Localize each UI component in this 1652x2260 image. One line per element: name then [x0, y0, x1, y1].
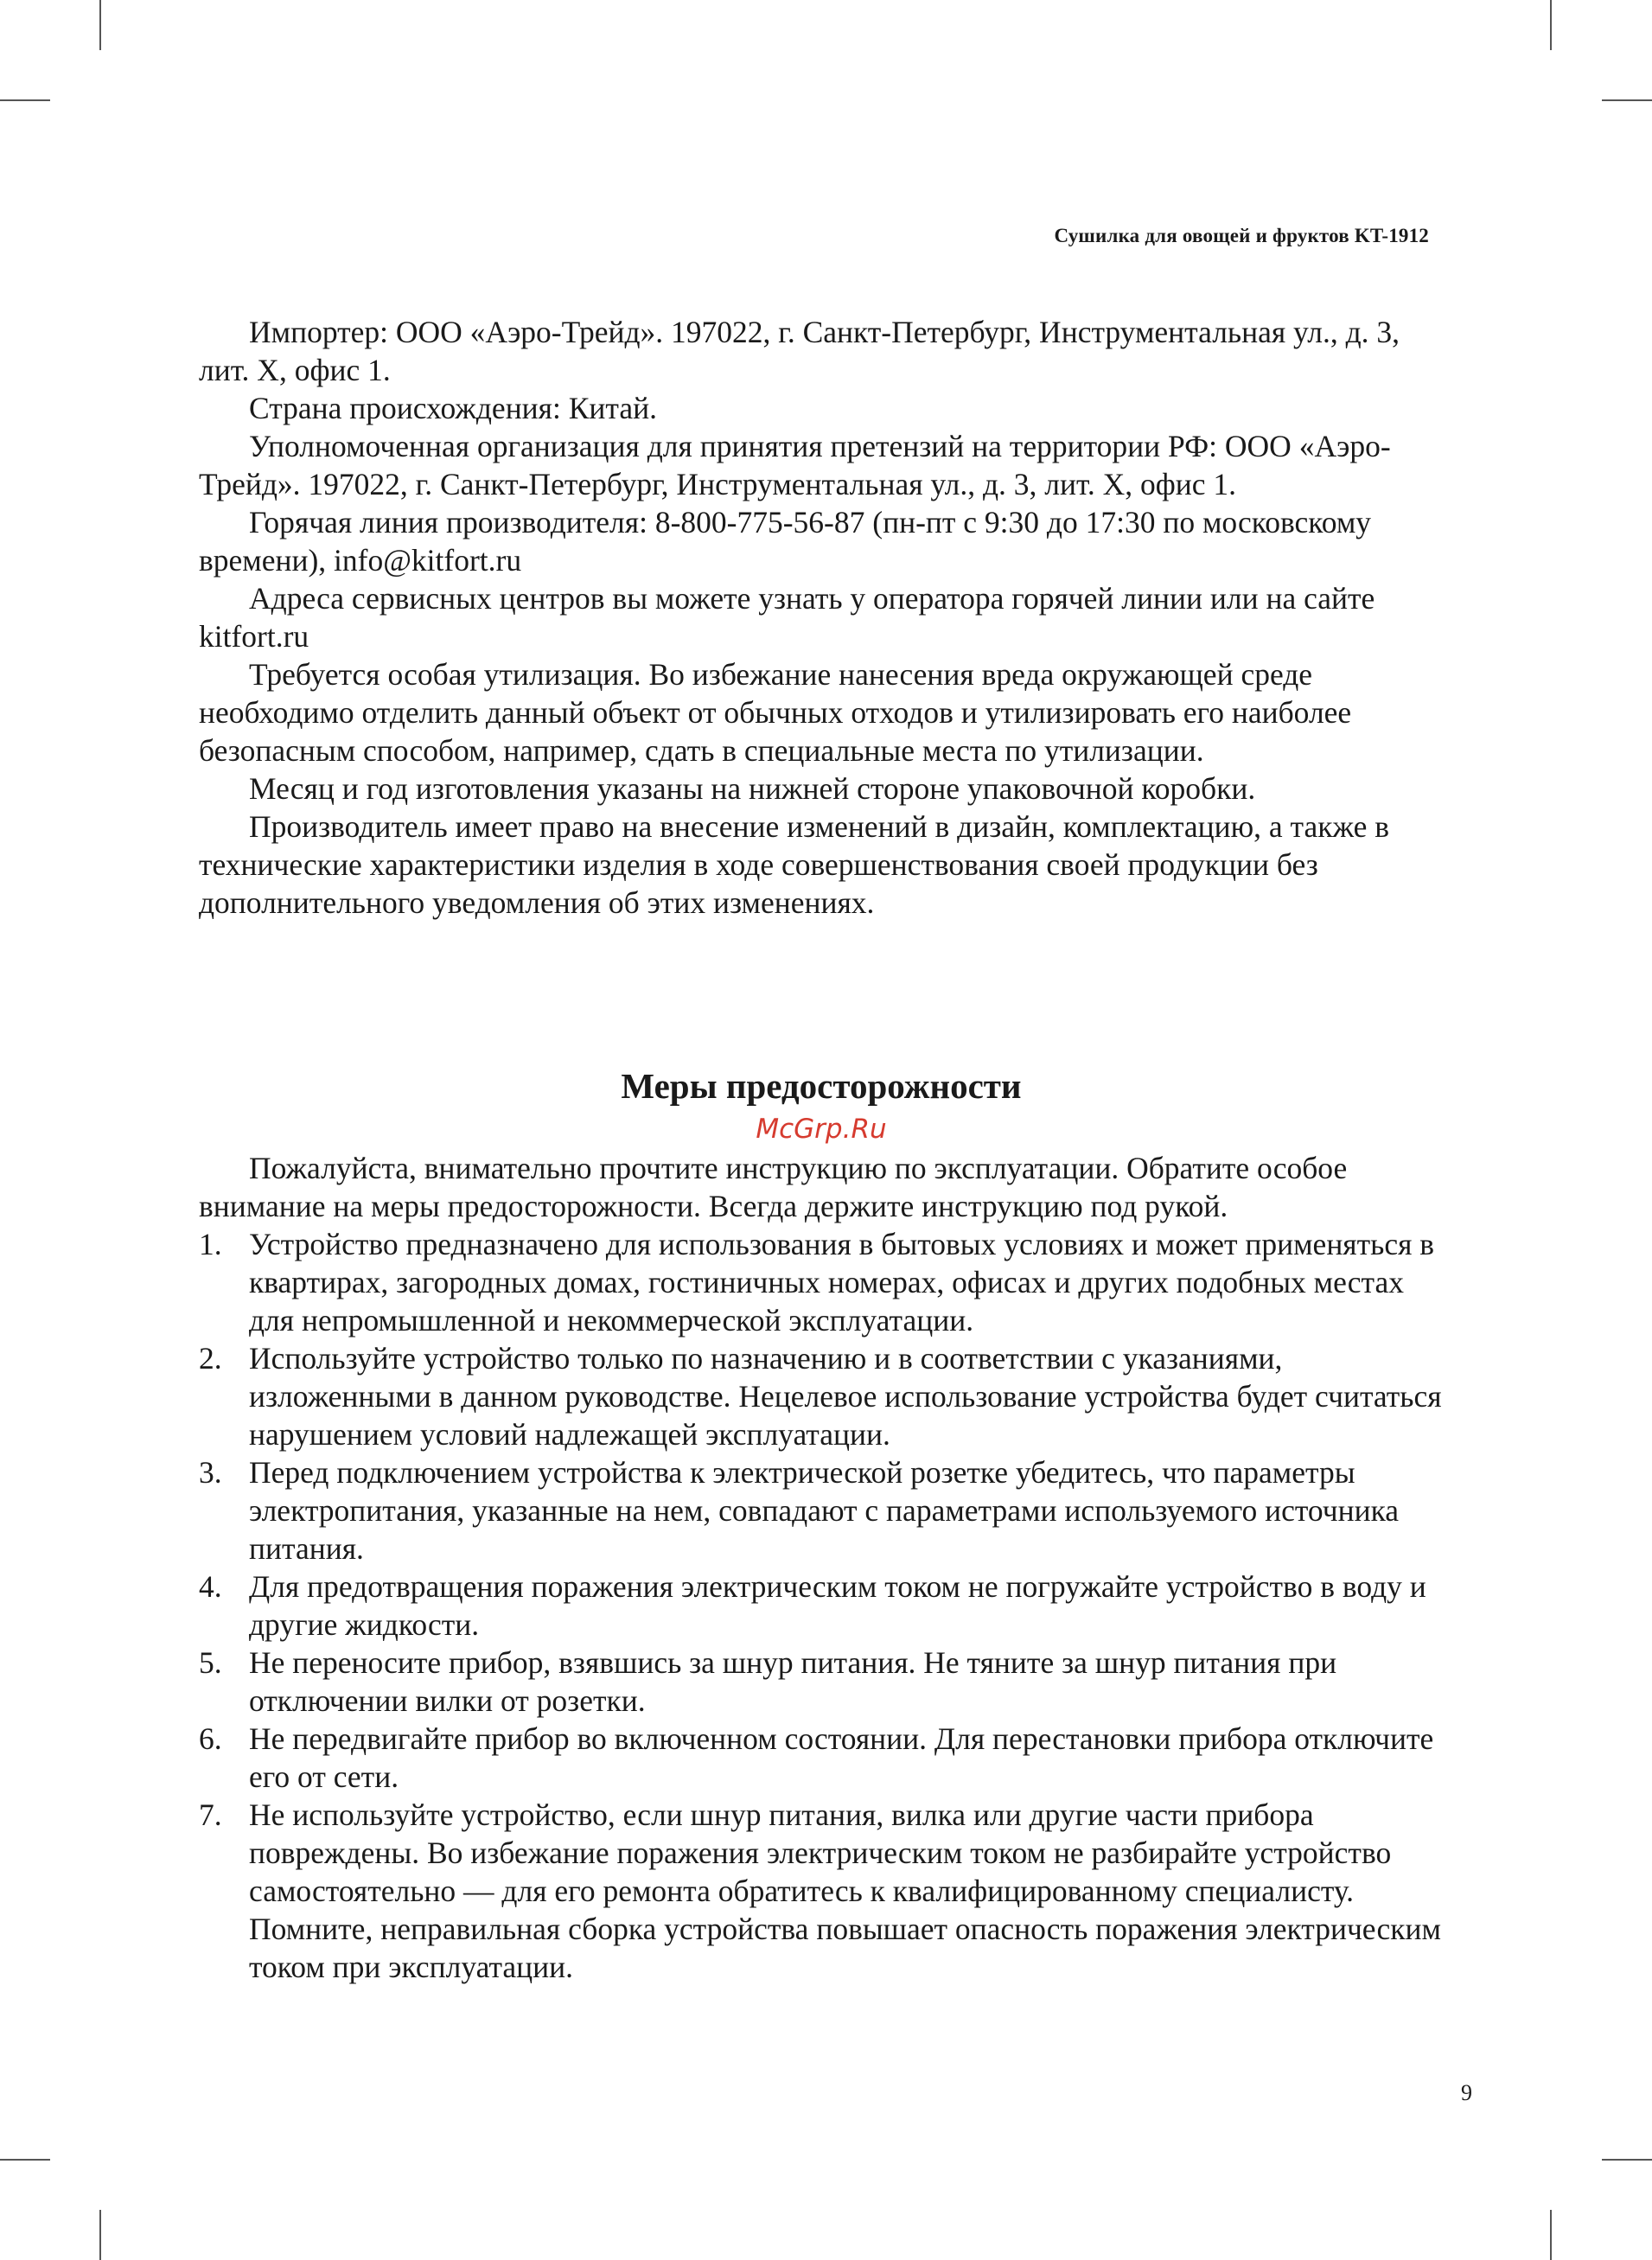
list-item	[199, 1796, 1444, 1986]
item-text: Не переносите прибор, взявшись за шнур питания. Не тяните за шнур питания при отключении вилки от розетки.	[249, 1645, 1337, 1718]
precautions-section	[199, 1149, 1444, 1986]
section-heading: Меры предосторожности	[621, 1066, 1022, 1106]
item-number: 6.	[199, 1721, 222, 1756]
precautions-list	[199, 1225, 1444, 1986]
importer-paragraph: Импортер: ООО «Аэро-Трейд». 197022, г. Санкт-Петербург, Инструментальная ул., д. 3, лит. Х, офис 1.	[199, 315, 1400, 387]
item-text: Для предотвращения поражения электрическим током не погружайте устройство в воду и другие жидкости.	[249, 1569, 1426, 1642]
crop-mark	[1550, 2210, 1552, 2260]
crop-mark	[1602, 99, 1652, 101]
item-text: Используйте устройство только по назначению и в соответствии с указаниями, изложенными в данном руководстве. Нецелевое использование устройства будет считаться нарушением условий надлежащей эксплуатации.	[249, 1341, 1442, 1452]
item-number: 3.	[199, 1455, 222, 1490]
crop-mark	[0, 2159, 50, 2161]
item-number: 1.	[199, 1227, 222, 1261]
item-number: 5.	[199, 1645, 222, 1680]
item-number: 2.	[199, 1341, 222, 1376]
changes-paragraph: Производитель имеет право на внесение изменений в дизайн, комплектацию, а также в технические характеристики изделия в ходе совершенствования своей продукции без дополнительного уведомления об этих изменениях.	[199, 809, 1389, 920]
precautions-intro: Пожалуйста, внимательно прочтите инструкцию по эксплуатации. Обратите особое внимание на меры предосторожности. Всегда держите инструкцию под рукой.	[199, 1151, 1348, 1223]
item-number: 4.	[199, 1569, 222, 1604]
service-centers-paragraph: Адреса сервисных центров вы можете узнать у оператора горячей линии или на сайте kitfort.ru	[199, 581, 1375, 654]
list-item	[199, 1339, 1444, 1453]
disposal-paragraph: Требуется особая утилизация. Во избежание нанесения вреда окружающей среде необходимо отделить данный объект от обычных отходов и утилизировать его наиболее безопасным способом, например, сдать в специальные места по утилизации.	[199, 657, 1352, 768]
hotline-paragraph: Горячая линия производителя: 8-800-775-56-87 (пн-пт с 9:30 до 17:30 по московскому времени), info@kitfort.ru	[199, 505, 1372, 578]
item-number: 7.	[199, 1797, 222, 1832]
list-item	[199, 1567, 1444, 1644]
crop-mark	[1602, 2159, 1652, 2161]
list-item	[199, 1225, 1444, 1339]
page-number: 9	[1461, 2080, 1472, 2105]
origin-paragraph: Страна происхождения: Китай.	[249, 391, 658, 425]
item-text: Не передвигайте прибор во включенном состоянии. Для перестановки прибора отключите его от сети.	[249, 1721, 1434, 1794]
list-item	[199, 1720, 1444, 1796]
manufacture-date-paragraph: Месяц и год изготовления указаны на нижней стороне упаковочной коробки.	[249, 771, 1256, 806]
claims-paragraph: Уполномоченная организация для принятия претензий на территории РФ: ООО «Аэро-Трейд». 197022, г. Санкт-Петербург, Инструментальная ул., д. 3, лит. Х, офис 1.	[199, 429, 1391, 501]
crop-mark	[99, 2210, 101, 2260]
item-text: Устройство предназначено для использования в бытовых условиях и может применяться в квартирах, загородных домах, гостиничных номерах, офисах и других подобных местах для непромышленной и некоммерческой эксплуатации.	[249, 1227, 1435, 1337]
running-header: Сушилка для овощей и фруктов KT-1912	[1054, 225, 1429, 246]
list-item	[199, 1644, 1444, 1720]
info-section	[199, 313, 1444, 922]
crop-mark	[99, 0, 101, 50]
list-item	[199, 1453, 1444, 1567]
crop-mark	[0, 99, 50, 101]
item-text: Перед подключением устройства к электрической розетке убедитесь, что параметры электропитания, указанные на нем, совпадают с параметрами используемого источника питания.	[249, 1455, 1400, 1566]
crop-mark	[1550, 0, 1552, 50]
item-text: Не используйте устройство, если шнур питания, вилка или другие части прибора повреждены. Во избежание поражения электрическим током не разбирайте устройство самостоятельно — для его ремонта обратитесь к квалифицированному специалисту. Помните, неправильная сборка устройства повышает опасность поражения электрическим током при эксплуатации.	[249, 1797, 1441, 1984]
watermark-text: McGrp.Ru	[756, 1114, 887, 1145]
